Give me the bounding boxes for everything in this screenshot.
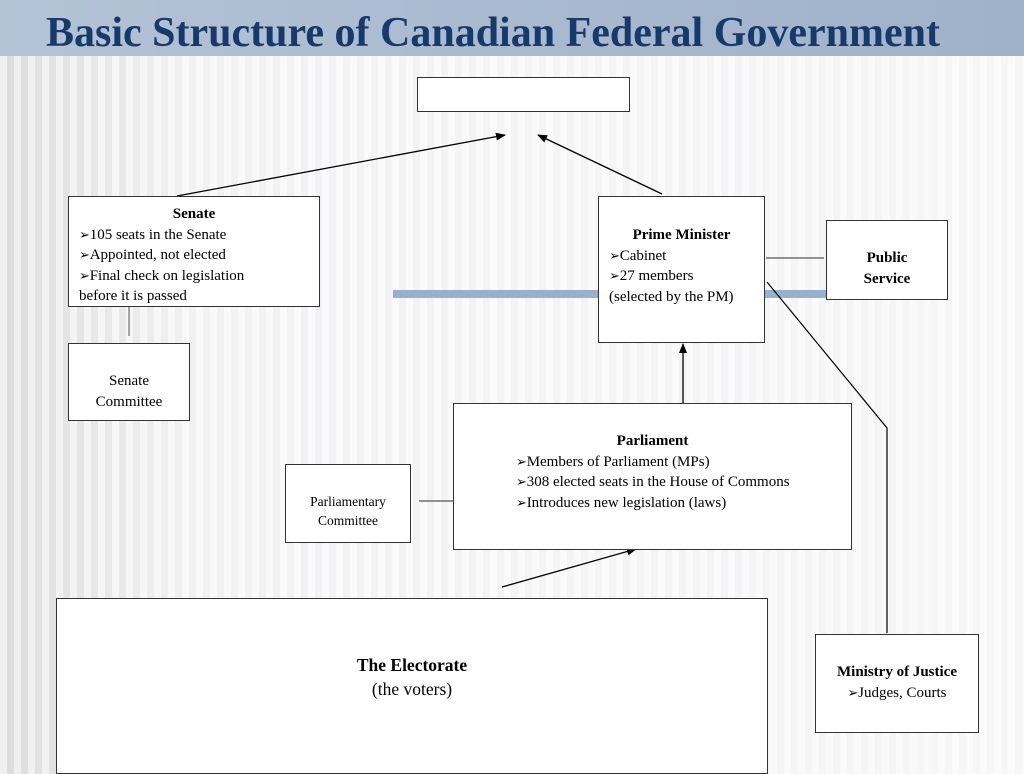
pm-bullet: ➢Cabinet xyxy=(609,247,667,264)
senate-bullet-continuation: before it is passed xyxy=(79,288,187,304)
arrow-electorate-to-parliament xyxy=(502,549,636,587)
parliament-box xyxy=(453,403,852,550)
senate-committee-line2: Committee xyxy=(95,393,163,410)
parliament-bullet: ➢308 elected seats in the House of Commons xyxy=(516,474,790,490)
page-title: Basic Structure of Canadian Federal Government xyxy=(46,10,940,56)
senate-bullet: ➢Appointed, not elected xyxy=(79,247,226,263)
senate-committee-box xyxy=(68,343,190,421)
electorate-heading: The Electorate xyxy=(356,655,468,675)
ministry-of-justice-box xyxy=(815,634,979,733)
senate-heading: Senate xyxy=(172,206,216,222)
electorate-subtitle: (the voters) xyxy=(371,679,453,699)
arrow-senate-to-top xyxy=(177,135,505,196)
pm-bullet-continuation: (selected by the PM) xyxy=(609,288,734,305)
parliamentary-committee-line1: Parliamentary xyxy=(310,494,386,509)
public-service-box xyxy=(826,220,948,300)
senate-box xyxy=(68,196,320,307)
public-service-line2: Service xyxy=(863,270,911,287)
prime-minister-heading: Prime Minister xyxy=(632,227,731,243)
senate-bullet: ➢Final check on legislation xyxy=(79,267,245,284)
prime-minister-box xyxy=(598,196,765,343)
ministry-bullet: ➢Judges, Courts xyxy=(847,684,947,701)
parliament-bullet: ➢Members of Parliament (MPs) xyxy=(516,453,710,470)
ministry-of-justice-heading: Ministry of Justice xyxy=(837,664,957,680)
arrow-pm-to-top xyxy=(538,135,662,194)
public-service-line1: Public xyxy=(866,250,908,266)
senate-committee-line1: Senate xyxy=(109,373,149,389)
pm-bullet: ➢27 members xyxy=(609,268,694,284)
parliament-bullet: ➢Introduces new legislation (laws) xyxy=(516,494,727,511)
electorate-box xyxy=(56,598,768,774)
parliamentary-committee-box xyxy=(285,464,411,543)
senate-bullet: ➢105 seats in the Senate xyxy=(79,226,227,243)
parliamentary-committee-line2: Committee xyxy=(318,513,378,528)
parliament-heading: Parliament xyxy=(616,433,689,449)
crown-box xyxy=(417,77,630,112)
